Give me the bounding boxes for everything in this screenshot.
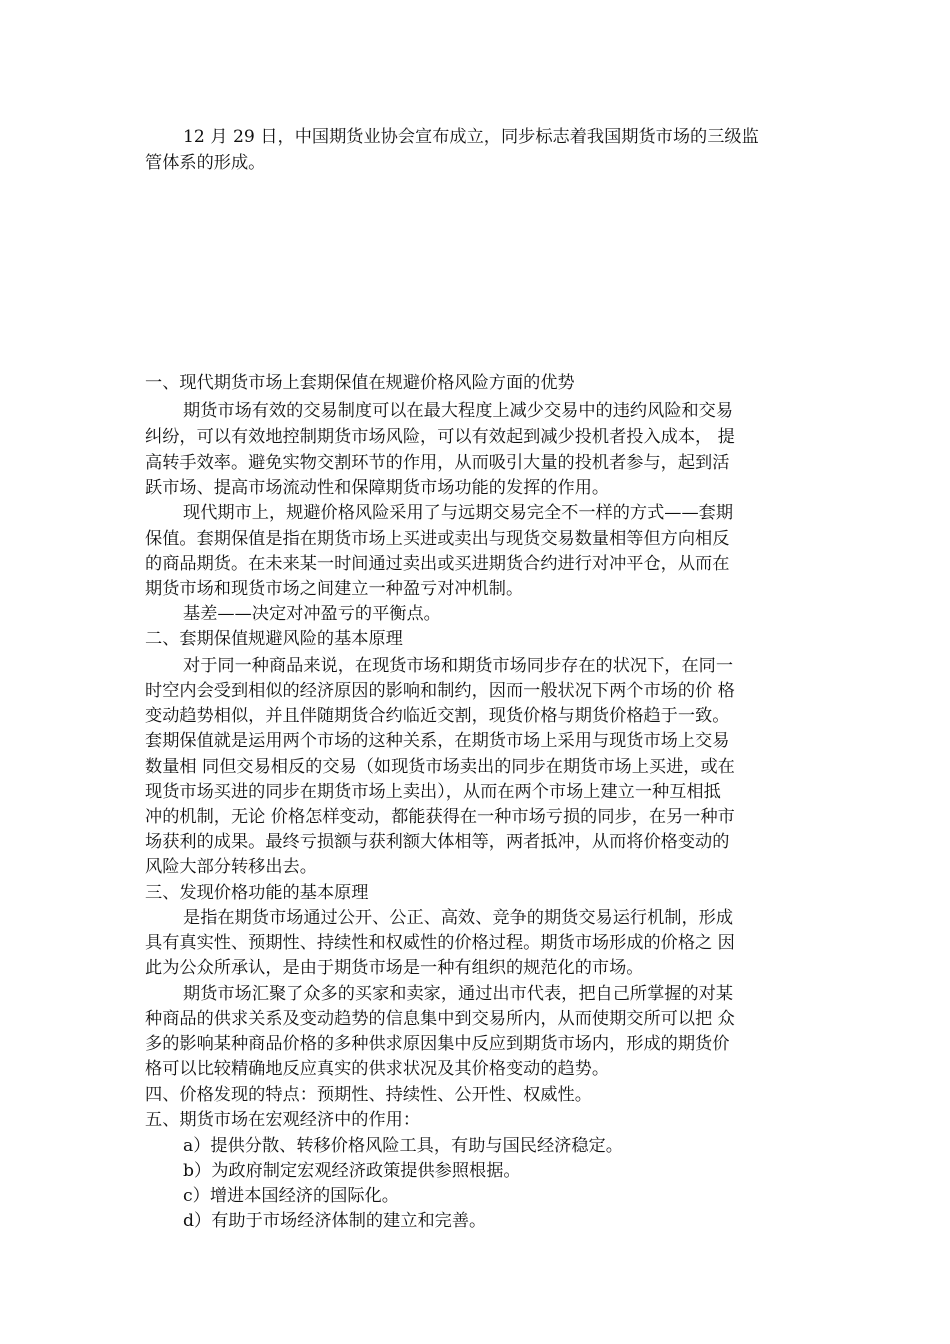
- paragraph-line: 期货市场汇聚了众多的买家和卖家，通过出市代表，把自己所掌握的对某: [183, 984, 734, 1004]
- section-heading: 五、期货市场在宏观经济中的作用：: [145, 1110, 421, 1130]
- section-heading: 一、现代期货市场上套期保值在规避价格风险方面的优势: [145, 373, 575, 393]
- paragraph-line: 对于同一种商品来说，在现货市场和期货市场同步存在的状况下，在同一: [183, 656, 734, 676]
- paragraph-line: 现代期市上，规避价格风险采用了与远期交易完全不一样的方式——套期: [183, 503, 734, 523]
- paragraph-line: 是指在期货市场通过公开、公正、高效、竞争的期货交易运行机制，形成: [183, 908, 734, 928]
- paragraph-line: 的商品期货。在未来某一时间通过卖出或买进期货合约进行对冲平仓，从而在: [145, 554, 730, 574]
- paragraph-line: 种商品的供求关系及变动趋势的信息集中到交易所内，从而使期交所可以把 众: [145, 1009, 735, 1029]
- paragraph-line: 数量相 同但交易相反的交易（如现货市场卖出的同步在期货市场上买进，或在: [145, 757, 735, 777]
- intro-line: 管体系的形成。: [145, 153, 266, 173]
- paragraph-line: 期货市场和现货市场之间建立一种盈亏对冲机制。: [145, 579, 524, 599]
- paragraph-line: 保值。套期保值是指在期货市场上买进或卖出与现货交易数量相等但方向相反: [145, 529, 730, 549]
- paragraph-line: 场获利的成果。最终亏损额与获利额大体相等，两者抵冲，从而将价格变动的: [145, 832, 730, 852]
- paragraph-line: 变动趋势相似，并且伴随期货合约临近交割，现货价格与期货价格趋于一致。: [145, 706, 730, 726]
- paragraph-line: 纠纷，可以有效地控制期货市场风险，可以有效起到减少投机者投入成本， 提: [145, 427, 735, 447]
- section-heading: 三、发现价格功能的基本原理: [145, 883, 369, 903]
- list-item: c）增进本国经济的国际化。: [183, 1186, 399, 1206]
- paragraph-line: 风险大部分转移出去。: [145, 857, 317, 877]
- paragraph-line: 现货市场买进的同步在期货市场上卖出），从而在两个市场上建立一种互相抵: [145, 782, 721, 802]
- list-item: d）有助于市场经济体制的建立和完善。: [183, 1211, 487, 1231]
- paragraph-line: 高转手效率。避免实物交割环节的作用，从而吸引大量的投机者参与，起到活: [145, 453, 730, 473]
- paragraph-line: 具有真实性、预期性、持续性和权威性的价格过程。期货市场形成的价格之 因: [145, 933, 735, 953]
- section-heading: 二、套期保值规避风险的基本原理: [145, 629, 403, 649]
- paragraph-line: 期货市场有效的交易制度可以在最大程度上减少交易中的违约风险和交易: [183, 401, 734, 421]
- list-item: b）为政府制定宏观经济政策提供参照根据。: [183, 1161, 521, 1181]
- paragraph-line: 此为公众所承认，是由于期货市场是一种有组织的规范化的市场。: [145, 958, 644, 978]
- list-item: a）提供分散、转移价格风险工具，有助与国民经济稳定。: [183, 1136, 623, 1156]
- paragraph-line: 套期保值就是运用两个市场的这种关系，在期货市场上采用与现货市场上交易: [145, 731, 730, 751]
- paragraph-line: 基差——决定对冲盈亏的平衡点。: [183, 604, 441, 624]
- paragraph-line: 跃市场、提高市场流动性和保障期货市场功能的发挥的作用。: [145, 478, 610, 498]
- paragraph-line: 格可以比较精确地反应真实的供求状况及其价格变动的趋势。: [145, 1059, 610, 1079]
- paragraph-line: 时空内会受到相似的经济原因的影响和制约，因而一般状况下两个市场的价 格: [145, 681, 735, 701]
- intro-line: 12 月 29 日，中国期货业协会宣布成立，同步标志着我国期货市场的三级监: [183, 127, 759, 147]
- paragraph-line: 多的影响某种商品价格的多种供求原因集中反应到期货市场内，形成的期货价: [145, 1034, 730, 1054]
- section-heading: 四、价格发现的特点：预期性、持续性、公开性、权威性。: [145, 1085, 592, 1105]
- paragraph-line: 冲的机制，无论 价格怎样变动，都能获得在一种市场亏损的同步，在另一种市: [145, 807, 735, 827]
